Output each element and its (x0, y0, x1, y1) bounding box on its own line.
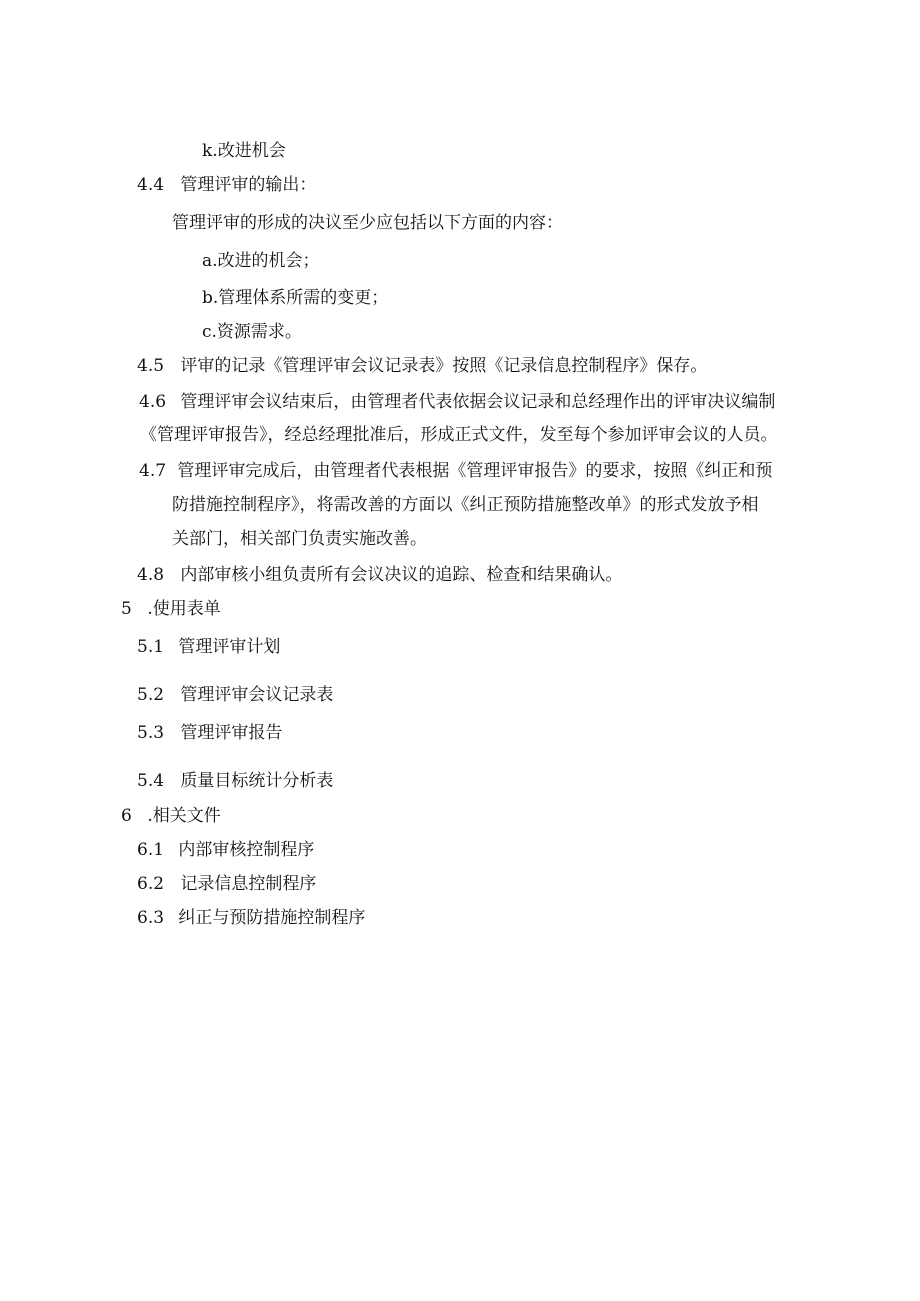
section-number: 4.7 (139, 461, 167, 481)
section-number: 4.8 (137, 565, 165, 585)
paragraph-text: 管理评审的形成的决议至少应包括以下方面的内容： (172, 213, 563, 233)
list-item-text: 内部审核控制程序 (178, 840, 315, 860)
section-number: 4.5 (137, 356, 165, 376)
section-number: 5 (121, 599, 132, 619)
list-item-a (202, 250, 320, 272)
section-4-7-line1 (139, 460, 772, 482)
section-title: .使用表单 (147, 599, 221, 619)
list-item-text: 记录信息控制程序 (180, 874, 317, 894)
section-4-6-line1 (139, 391, 775, 413)
list-item-text: a.改进的机会； (202, 251, 320, 271)
paragraph-text: 防措施控制程序》，将需改善的方面以《纠正预防措施整改单》的形式发放予相 (172, 495, 759, 515)
section-4-8 (137, 564, 622, 586)
list-item-text: c.资源需求。 (202, 322, 302, 342)
list-item-c (202, 321, 302, 343)
section-6-3 (137, 907, 365, 929)
section-5-3 (137, 722, 282, 744)
section-number: 6.2 (137, 874, 165, 894)
paragraph-text: 内部审核小组负责所有会议决议的追踪、检查和结果确认。 (180, 565, 623, 585)
section-number: 4.6 (139, 392, 167, 412)
section-4-5 (137, 355, 707, 377)
paragraph-text: 管理评审会议结束后，由管理者代表依据会议记录和总经理作出的评审决议编制 (180, 392, 776, 412)
section-number: 6 (121, 806, 132, 826)
section-4-4-heading (137, 174, 316, 196)
section-number: 5.1 (137, 637, 165, 657)
paragraph-text: 管理评审完成后，由管理者代表根据《管理评审报告》的要求，按照《纠正和预 (177, 461, 773, 481)
section-number: 5.2 (137, 685, 165, 705)
paragraph-text: 评审的记录《管理评审会议记录表》按照《记录信息控制程序》保存。 (180, 356, 708, 376)
list-item-k (202, 140, 286, 162)
section-number: 5.4 (137, 771, 165, 791)
section-number: 6.3 (137, 908, 165, 928)
list-item-text: 质量目标统计分析表 (180, 771, 334, 791)
list-item-text: b.管理体系所需的变更； (202, 288, 389, 308)
section-6-1 (137, 839, 314, 861)
paragraph-text: 《管理评审报告》，经总经理批准后，形成正式文件，发至每个参加评审会议的人员。 (140, 425, 778, 445)
section-number: 4.4 (137, 175, 165, 195)
section-5-4 (137, 770, 333, 792)
section-number: 6.1 (137, 840, 165, 860)
section-number: 5.3 (137, 723, 165, 743)
list-item-text: 管理评审会议记录表 (180, 685, 334, 705)
list-item-text: k.改进机会 (202, 141, 286, 161)
list-item-text: 管理评审报告 (180, 723, 283, 743)
section-4-6-line2 (140, 424, 778, 446)
list-item-text: 管理评审计划 (178, 637, 281, 657)
section-title: 管理评审的输出： (180, 175, 317, 195)
section-title: .相关文件 (147, 806, 221, 826)
paragraph-text: 关部门，相关部门负责实施改善。 (172, 529, 427, 549)
list-item-b (202, 287, 388, 309)
section-4-7-line3 (172, 528, 427, 550)
section-5-heading (121, 598, 221, 620)
section-6-2 (137, 873, 316, 895)
list-item-text: 纠正与预防措施控制程序 (178, 908, 366, 928)
section-5-2 (137, 684, 333, 706)
section-5-1 (137, 636, 280, 658)
section-4-4-intro (172, 212, 563, 234)
section-4-7-line2 (172, 494, 759, 516)
section-6-heading (121, 805, 221, 827)
